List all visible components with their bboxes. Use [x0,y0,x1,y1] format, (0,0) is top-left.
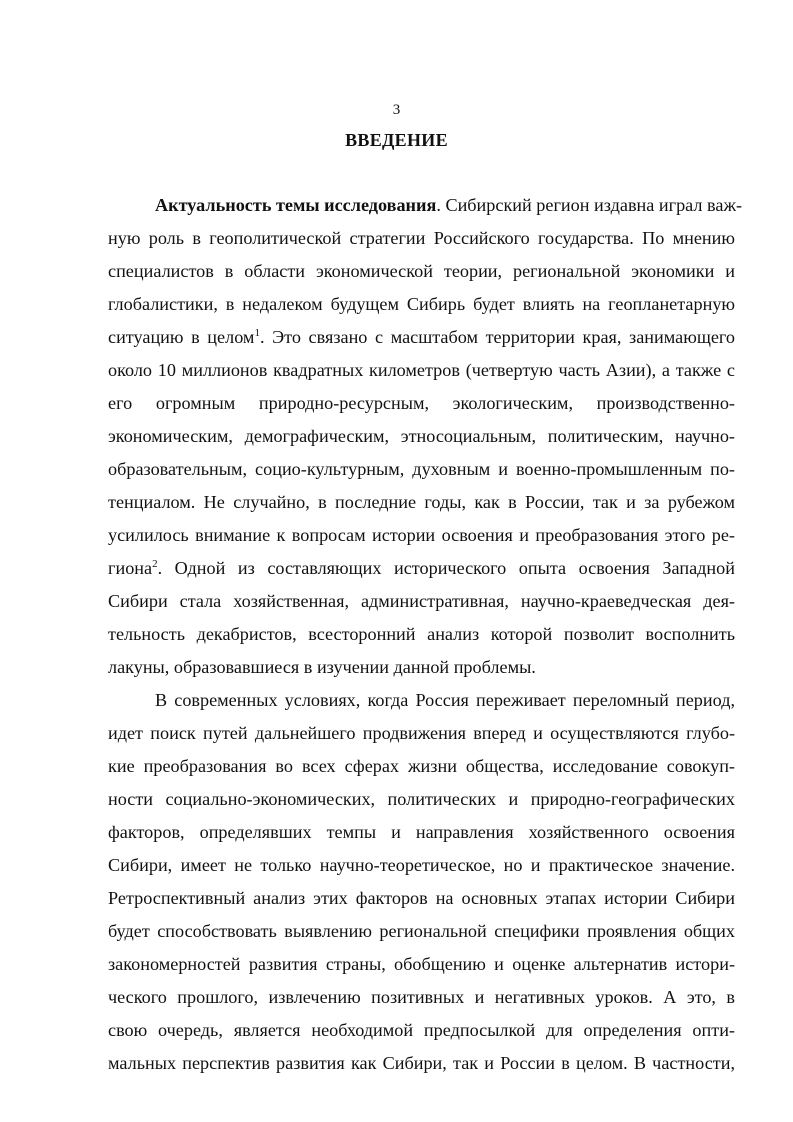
text-line: закономерностей развития страны, обобщению и оценке альтернатив истори- [108,954,735,974]
text-line: В современных условиях, когда Россия переживает переломный период, [155,690,735,710]
text-run: гиона [108,558,153,578]
text-line: экономическим, демографическим, этносоциальным, политическим, научно- [108,426,735,446]
text-line: Ретроспективный анализ этих факторов на основных этапах истории Сибири [108,888,735,908]
text-run: . Это связано с масштабом территории края, занимающего [259,327,735,347]
text-run: ситуацию в целом [108,327,255,347]
text-line: специалистов в области экономической теории, региональной экономики и [108,261,735,281]
text-run: . Одной из составляющих исторического опыта освоения Западной [157,558,735,578]
section-heading: ВВЕДЕНИЕ [345,130,448,150]
text-line: Сибири, имеет не только научно-теоретическое, но и практическое значение. [108,855,735,875]
text-run: . Сибирский регион издавна играл важ- [436,195,743,215]
text-line: тельность декабристов, всесторонний анализ которой позволит восполнить [108,624,735,644]
footnote-ref: 1 [254,326,260,339]
text-line: кие преобразования во всех сферах жизни общества, исследование совокуп- [108,756,735,776]
text-line: идет поиск путей дальнейшего продвижения вперед и осуществляются глубо- [108,723,735,743]
text-line [155,190,743,220]
text-line: ческого прошлого, извлечению позитивных и негативных уроков. А это, в [108,987,735,1007]
text-line: его огромным природно-ресурсным, экологическим, производственно- [108,393,735,413]
text-line: ную роль в геополитической стратегии Российского государства. По мнению [108,228,735,248]
bold-lead: Актуальность темы исследования [155,195,437,215]
text-line: будет способствовать выявлению региональной специфики проявления общих [108,921,735,941]
text-line [108,553,735,583]
text-line: образовательным, социо-культурным, духовным и военно-промышленным по- [108,459,735,479]
text-line: мальных перспектив развития как Сибири, так и России в целом. В частности, [108,1053,735,1073]
text-line: Сибири стала хозяйственная, административная, научно-краеведческая дея- [108,591,735,611]
text-line: факторов, определявших темпы и направления хозяйственного освоения [108,822,735,842]
page-number: 3 [392,102,401,118]
text-line: глобалистики, в недалеком будущем Сибирь будет влиять на геопланетарную [108,294,735,314]
text-line [108,322,735,352]
text-line: ности социально-экономических, политических и природно-географических [108,789,735,809]
text-line: около 10 миллионов квадратных километров (четвертую часть Азии), а также с [108,360,735,380]
text-line: лакуны, образовавшиеся в изучении данной проблемы. [108,657,536,677]
text-line: тенциалом. Не случайно, в последние годы, как в России, так и за рубежом [108,492,735,512]
text-line: усилилось внимание к вопросам истории освоения и преобразования этого ре- [108,525,735,545]
text-line: свою очередь, является необходимой предпосылкой для определения опти- [108,1020,735,1040]
footnote-ref: 2 [152,557,158,570]
